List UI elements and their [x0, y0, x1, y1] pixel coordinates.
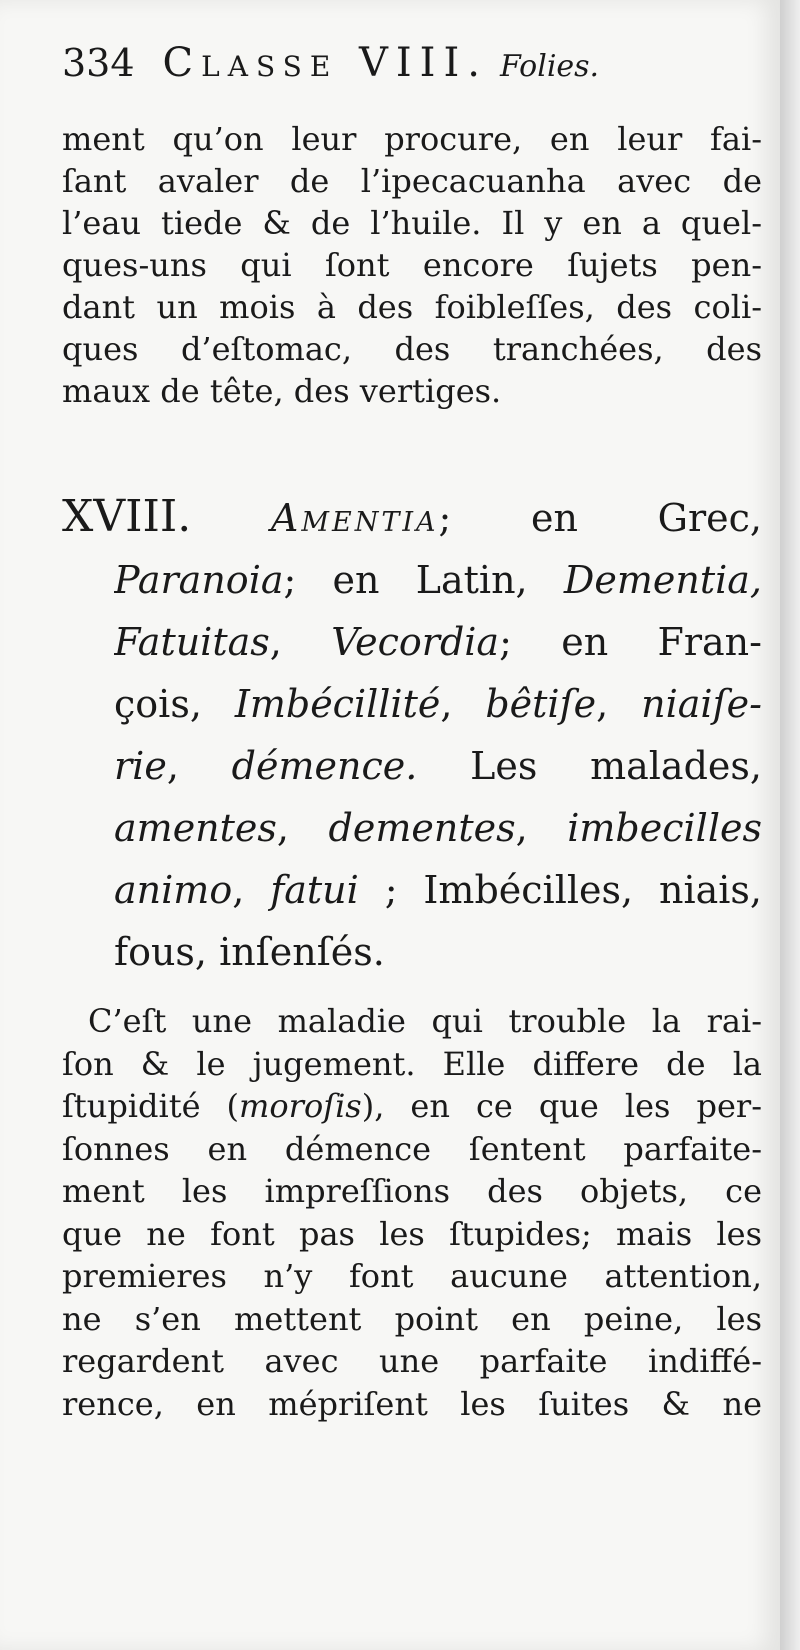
article-heading-line — [62, 486, 762, 549]
text-line: premieres n’y font aucune attention, — [62, 1257, 762, 1295]
term-latin: amentes — [114, 806, 277, 850]
term-latin: imbecilles — [567, 806, 762, 850]
text-line: C’eſt une maladie qui trouble la rai- — [88, 1002, 762, 1040]
text-fragment: Les malades, — [470, 744, 762, 788]
text-fragment: ), en ce que les per- — [361, 1087, 762, 1125]
term-french: démence. — [231, 744, 418, 788]
page-edge — [780, 0, 800, 1650]
text-line: ne s’en mettent point en peine, les — [62, 1299, 762, 1338]
term-french: bêtiſe — [485, 682, 597, 726]
term-latin: animo — [114, 868, 233, 912]
text-line — [62, 1085, 762, 1128]
text-line: animo, fatui ; Imbécilles, niais, — [114, 868, 762, 912]
text-line: ment qu’on leur procure, en leur fai- — [62, 120, 762, 158]
text-line: amentes, dementes, imbecilles — [114, 806, 762, 850]
term-latin: Dementia, — [563, 558, 762, 602]
term-latin: Vecordia — [331, 620, 500, 664]
text-line: ſon & le jugement. Elle differe de la — [62, 1044, 762, 1083]
text-line: que ne font pas les ſtupides; mais les — [62, 1214, 762, 1253]
text-line: ques d’eſtomac, des tranchées, des — [62, 330, 762, 368]
text-line: maux de tête, des vertiges. — [62, 372, 502, 410]
term-latin: Fatuitas — [114, 620, 270, 664]
text-fragment: ; en Latin, — [283, 558, 528, 602]
text-line: ment les impreſſions des objets, ce — [62, 1172, 762, 1210]
page-number: 334 — [62, 41, 135, 85]
term-french: niaiſe- — [641, 682, 762, 726]
article-name: Amentia — [270, 496, 439, 540]
text-line: dant un mois à des foibleſſes, des coli- — [62, 288, 762, 326]
paragraph-continuation — [62, 118, 762, 412]
term-french: Imbécillité — [234, 682, 441, 726]
text-line: fous, inſenſés. — [114, 930, 385, 974]
term-latin: dementes — [328, 806, 516, 850]
paragraph-description — [62, 1000, 762, 1425]
section-title: Folies. — [499, 49, 600, 84]
text-line: ſonnes en démence ſentent parfaite- — [62, 1129, 762, 1168]
term-latin: moroſis — [239, 1087, 362, 1125]
text-line: l’eau tiede & de l’huile. Il y en a quel- — [62, 204, 762, 242]
text-line: çois, Imbécillité, bêtiſe, niaiſe- — [114, 682, 762, 726]
text-fragment: Imbécilles, niais, — [423, 868, 762, 912]
text-fragment: ; en Fran- — [499, 620, 762, 664]
class-title: Classe VIII. — [162, 40, 488, 86]
article-numeral: XVIII. — [62, 491, 192, 542]
term-latin: fatui — [270, 868, 359, 912]
text-fragment: ſtupidité ( — [62, 1087, 240, 1125]
text-line: rence, en mépriſent les ſuites & ne — [62, 1384, 762, 1423]
text-line: regardent avec une parfaite indiffé- — [62, 1342, 762, 1380]
running-header — [62, 40, 762, 110]
text-line — [114, 549, 762, 611]
text-line: Fatuitas, Vecordia; en Fran- — [114, 620, 762, 664]
article-entry — [62, 486, 762, 983]
text-fragment: çois, — [114, 682, 202, 726]
text-fragment: ; en Grec, — [438, 496, 762, 540]
text-line: ſant avaler de l’ipecacuanha avec de — [62, 162, 762, 200]
text-line: ques-uns qui ſont encore ſujets pen- — [62, 246, 762, 284]
text-line: rie, démence. Les malades, — [114, 744, 762, 788]
term-greek: Paranoia — [114, 558, 284, 602]
term-french: rie — [114, 744, 167, 788]
